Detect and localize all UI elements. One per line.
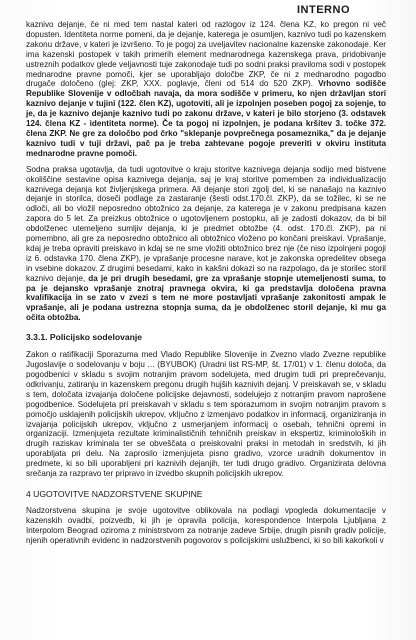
paragraph-findings: Nadzorstvena skupina je svoje ugotovitve oblikovala na podlagi vpogleda dokumentacije v kazenskih ovadbi, poizvedb, ki jih je opravila policija, korespondence Interpola Ljubljana z Interpolom Beograd oziroma z ministrstvom za notranje zadeve Srbije, drugih pisnih gradiv policije, njenih operativnih evidenc in nadzorstvenih pogovorov s policijskimi uslužbenci, ki so bili kakorkoli v — [26, 505, 386, 545]
section-heading-3-3-1: 3.3.1. Policijsko sodelovanje — [26, 332, 143, 343]
paragraph-identity-of-norm — [26, 20, 386, 159]
paragraph-text: Sodna praksa ugotavlja, da tudi ugotovitve o kraju storitve kaznivega dejanja sodijo med bistvene okoliščine sestavine opisa kaznivega dejanja, saj je kraj storitve pomemben za individualizacijo kaznivega dejanja kot življenjskega primera. Ali dejanje stori zgolj del, ki se nanašajo na kaznivo dejanje in storilca, doseči podlage za zastaranje (šesti odst.170.čl. ZKP), da se tožilec, ki se ne odloči, ali bo vložil neposredno obtožnico za dejanje, za katerega je v zakonu predpisana kazen zapora do 5 let. Za preizkus obtožnice o ugotovljenem postopku, ali je zadosti dokazov, da bi bil obdolženec utemeljeno sumljiv dejanja, ki je predmet obtožbe (4. odst. 170.čl. ZKP), pa ni pomembno, ali gre za neposredno obtožnico ali obtožnico vloženo po končani preiskavi. Vprašanje, kdaj je treba opraviti preiskavo in kdaj se ne sme vložiti obtožnico brez nje (če niso izpolnjeni pogoji iz 6. odstavka 170. člena ZKP), je vprašanje procesne narave, kot je zakonska opredelitev obsega in vsebine dokazov. Z drugimi besedami, kako in kakšni dokazi so na razpolago, da je storilec storil kaznivo dejanje, — [26, 164, 386, 283]
paragraph-bold-text: da je pri drugih besedami, gre za vprašanje stopnje utemeljenosti suma, to pa je dejansko vprašanje znotraj pravnega okvira, ki ga predstavlja določena pravna kvalifikacija in se zato v zvezi s tem ne more postavljati vprašanje zakonitosti ampak le vprašanje, ali je podana ustrezna stopnja suma, da je obdolženec storil dejanje, ki mu ga očita obtožba. — [26, 273, 386, 323]
paragraph-text: kaznivo dejanje, če ni med tem nastal kateri od razlogov iz 124. člena KZ, ko pregon ni več dopusten. Identiteta norme pomeni, da je dejanje, katerega je osumljen, kaznivo tudi po kazenskem zakonu države, v kateri je izvršeno. To je pogoj za uveljavitev nacionalne kazenske zakonodaje. Ker ima kazenski postopek v takih primerih element mednarodnega kazenskega prava, pridobivanje ustreznih podatkov glede veljavnosti tuje zakonodaje tudi po sodni praksi praviloma sodi v postopek mednarodne pravne pomoči, kjer se uporabljajo določbe ZKP, če ni z mednarodno pogodbo drugače določeno (glej: ZKP, XXX. poglavje, členi od 514 do 520 ZKP). — [26, 20, 386, 89]
header-label: INTERNO — [297, 4, 350, 16]
chapter-heading-4: 4 UGOTOVITVE NADZORSTVENE SKUPINE — [26, 488, 203, 499]
paragraph-police-cooperation: Zakon o ratifikaciji Sporazuma med Vlado Republike Slovenije in Zvezno vlado Zvezne republike Jugoslavije o sodelovanju v boju ... (BYUBOK) (Uradni list RS-MP, št. 17/01) v 1. členu določa, da pogodbenici v skladu s svojim notranjim pravom sodelujeta, med drugim tudi pri preprečevanju, odkrivanju, zatiranju in kazenskem pregonu drugih hujših kaznivih dejanj. V preiskavah se, v skladu s tem, določata izvajanja določene policijske dejavnosti, sodelujejo z notranjim pravom naprošene pogodbenice. Sodelujeta pri preiskavah v skladu s tem sporazumom in svojim notranjim pravom s pomočjo usklajenih policijskih ukrepov, vključno z izmenjavo podatkov in informacij, organiziranja in izvajanja policijskih ukrepov, vključno z usmerjanjem informacij o osebah, tehnični opremi in organizaciji. Izmenjujeta rezultate kriminalističnih tehničnih preiskav in ekspertiz, kriminoloških in drugih raziskav kriminala ter se obveščata o preiskovalni praksi in metodah in sredstvih, ki jih uporabljata pri delu. Na zaprosilo izmenjujeta pisno gradivo, vzorce uradnih dokumentov in predmete, ki so bili uporabljeni pri kaznivih dejanjih, ter tudi drugo gradivo. Organizirata delovna srečanja za razpravo ter pripravo in izvedbo skupnih policijskih ukrepov. — [26, 350, 386, 479]
paragraph-bold-text: Vrhovno sodišče Republike Slovenije v odločbah navaja, da mora sodišče v primeru, ko njen državljan stori kaznivo dejanje v tujini (122. člen KZ), ugotoviti, ali je izpolnjen poseben pogoj za sojenje, to je, da je kaznivo dejanje kaznivo tudi po zakonu države, v kateri je bilo storjeno (3. odstavek 124. člena KZ - identiteta norme). Če ta pogoj ni izpolnjen, je podana kršitev 3. točke 372. člena ZKP. Ne gre za določbo pod črko "sklepanje povprečnega posameznika," da je dejanje kaznivo tudi v tuji državi, pač pa je treba zahtevane pogoje preveriti v okviru instituta mednarodne pravne pomoči. — [26, 79, 386, 158]
paragraph-case-law — [26, 165, 386, 324]
